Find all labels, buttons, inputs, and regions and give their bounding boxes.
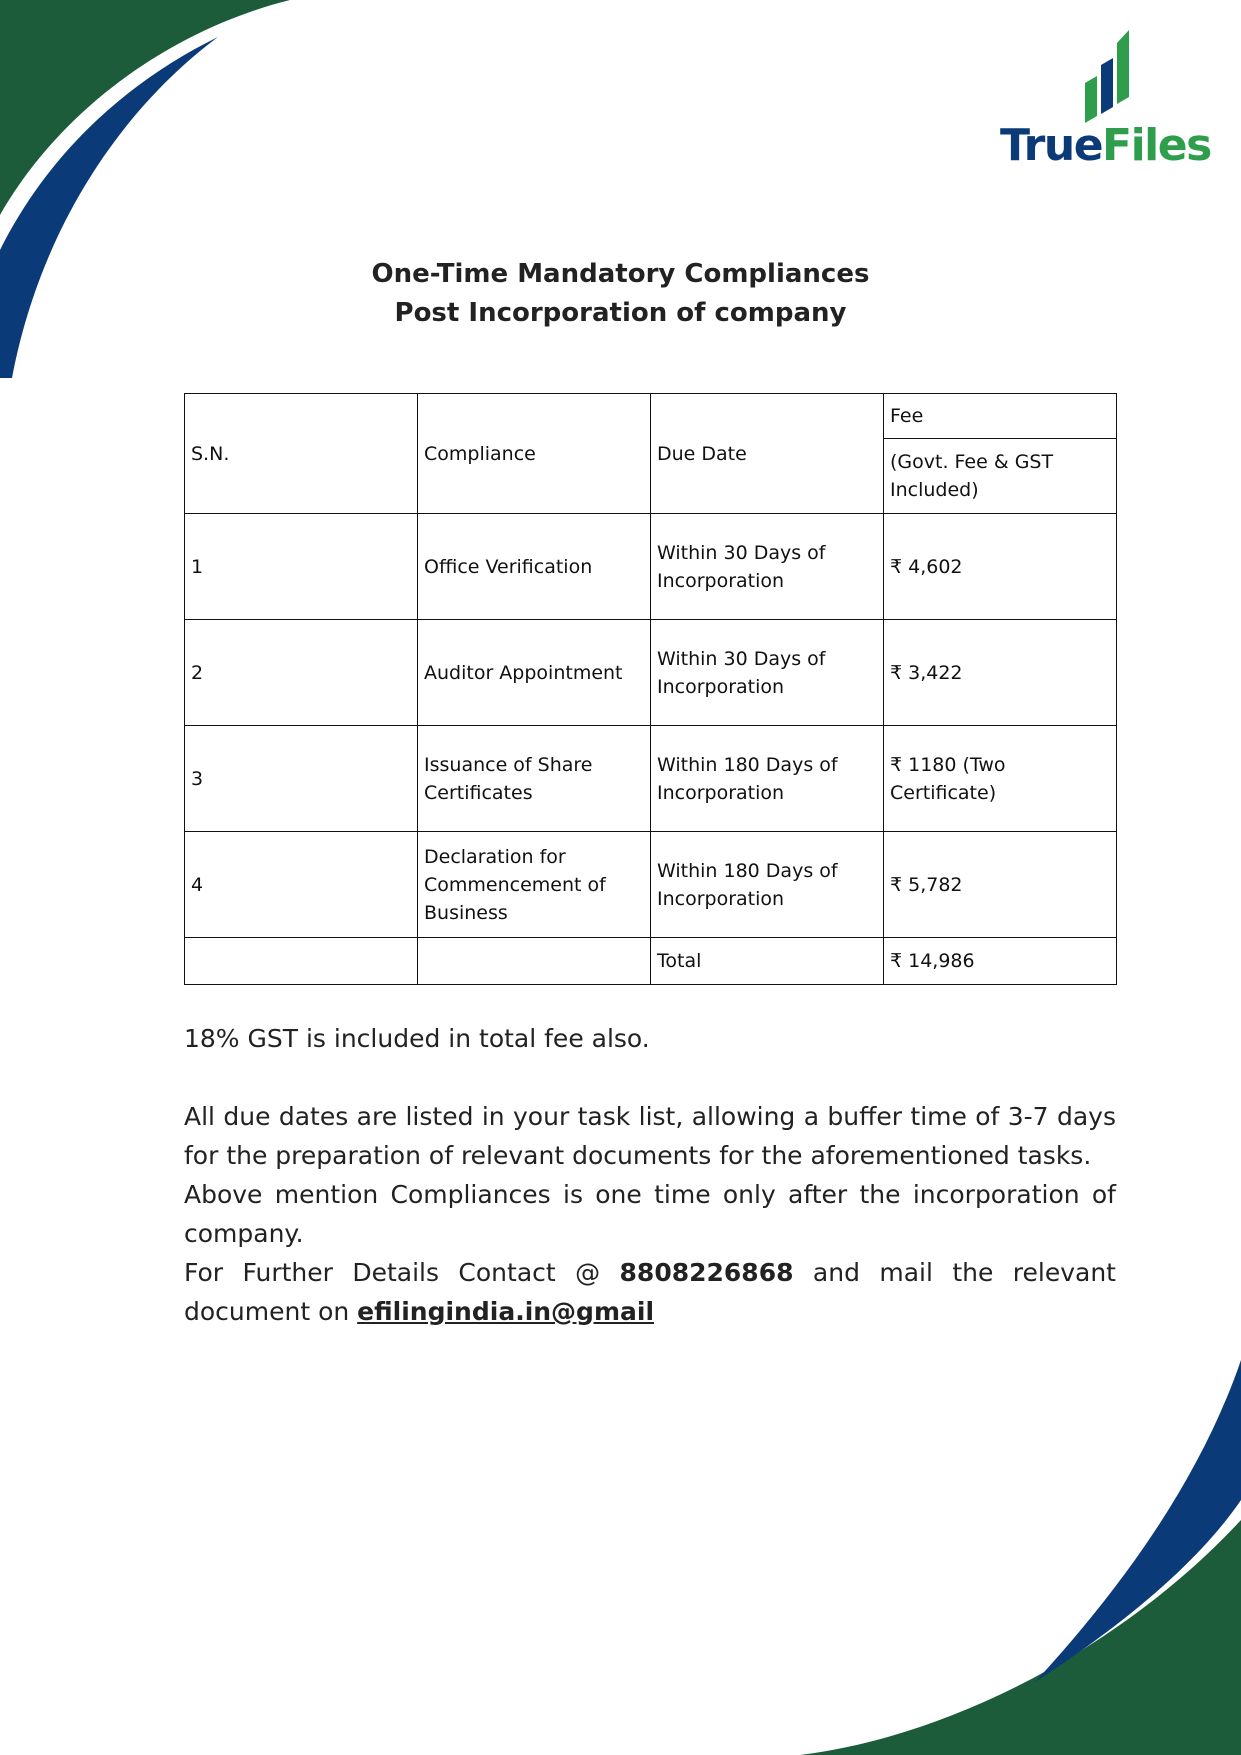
document-title: One-Time Mandatory Compliances: [371, 259, 870, 289]
top-left-green-swoosh: [0, 0, 290, 215]
cell-sn: 3: [185, 726, 418, 832]
cell-compliance: Issuance of Share Certificates: [418, 726, 651, 832]
document-subtitle: Post Incorporation of company: [394, 298, 847, 328]
cell-compliance: Auditor Appointment: [418, 620, 651, 726]
table-total-row: [185, 938, 1117, 985]
table-header-row: [185, 394, 1117, 439]
header-compliance: Compliance: [418, 394, 651, 514]
cell-due-date: Within 180 Days of Incorporation: [651, 832, 884, 938]
contact-phone: 8808226868: [619, 1258, 794, 1287]
cell-sn: 2: [185, 620, 418, 726]
header-fee-note: (Govt. Fee & GST Included): [884, 439, 1117, 514]
header-fee: Fee: [884, 394, 1117, 439]
gst-note: 18% GST is included in total fee also.: [184, 1024, 650, 1053]
contact-paragraph: [184, 1253, 1116, 1331]
table-row: [185, 726, 1117, 832]
logo-wordmark: [1000, 120, 1211, 171]
cell-empty: [185, 938, 418, 985]
header-sn: S.N.: [185, 394, 418, 514]
logo-text-true: True: [1000, 120, 1103, 171]
header-due-date: Due Date: [651, 394, 884, 514]
logo-text-files: Files: [1102, 120, 1211, 171]
table-row: [185, 832, 1117, 938]
cell-sn: 1: [185, 514, 418, 620]
cell-fee: ₹ 4,602: [884, 514, 1117, 620]
cell-due-date: Within 30 Days of Incorporation: [651, 514, 884, 620]
one-time-paragraph: Above mention Compliances is one time only after the incorporation of company.: [184, 1180, 1116, 1248]
contact-prefix: For Further Details Contact @: [184, 1258, 620, 1287]
cell-fee: ₹ 3,422: [884, 620, 1117, 726]
bar-chart-logo-icon: [1083, 28, 1143, 123]
contact-email-link[interactable]: efilingindia.in@gmail: [357, 1297, 655, 1326]
cell-sn: 4: [185, 832, 418, 938]
compliance-table: [184, 393, 1117, 985]
instructions-block: [184, 1097, 1116, 1331]
cell-compliance: Office Verification: [418, 514, 651, 620]
cell-due-date: Within 30 Days of Incorporation: [651, 620, 884, 726]
cell-fee: ₹ 5,782: [884, 832, 1117, 938]
table-row: [185, 514, 1117, 620]
total-value: ₹ 14,986: [884, 938, 1117, 985]
due-dates-paragraph: All due dates are listed in your task list, allowing a buffer time of 3-7 days for the preparation of relevant documents for the aforementioned tasks.: [184, 1102, 1116, 1170]
cell-compliance: Declaration for Commencement of Business: [418, 832, 651, 938]
contact-middle: and mail the relevant document on: [184, 1258, 1116, 1326]
table-row: [185, 620, 1117, 726]
cell-due-date: Within 180 Days of Incorporation: [651, 726, 884, 832]
total-label: Total: [651, 938, 884, 985]
bottom-right-blue-swoosh: [1035, 1360, 1241, 1682]
bottom-right-green-swoosh: [800, 1520, 1241, 1755]
truefiles-logo: [995, 28, 1220, 178]
cell-fee: ₹ 1180 (Two Certificate): [884, 726, 1117, 832]
cell-empty: [418, 938, 651, 985]
